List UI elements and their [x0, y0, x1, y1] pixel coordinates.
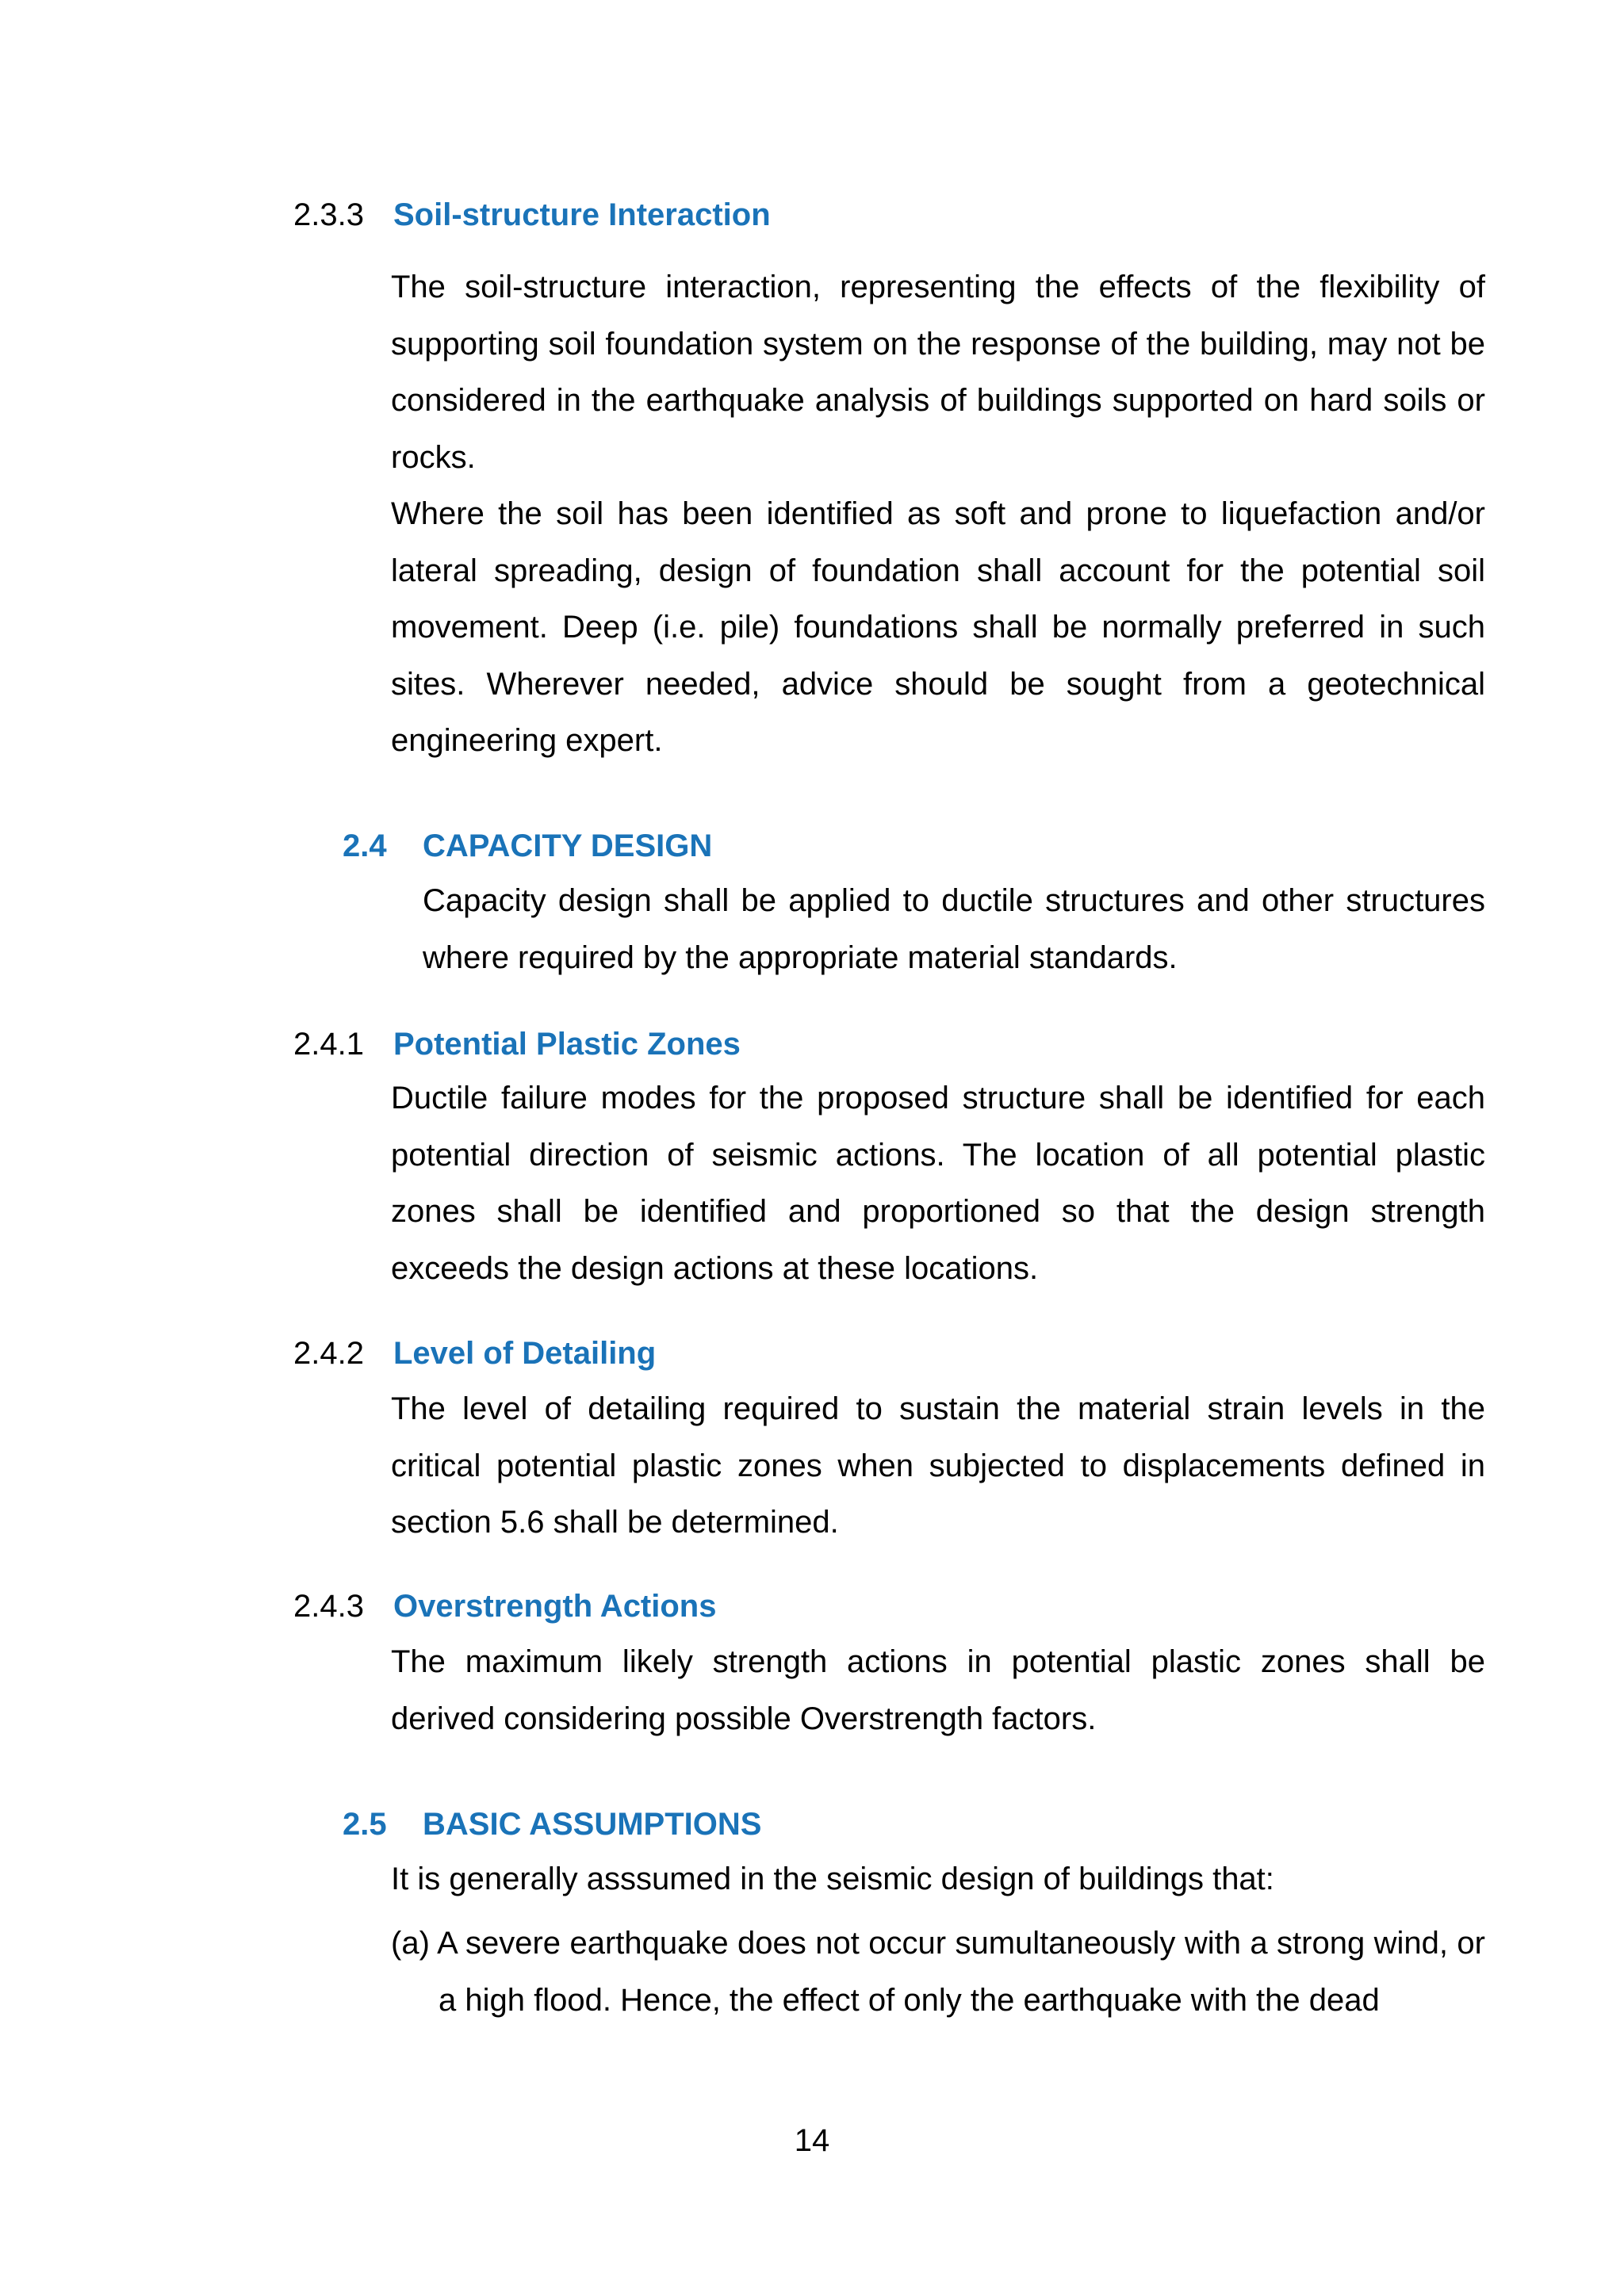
paragraph: Ductile failure modes for the proposed structure shall be identified for each potential direction of seismic actions. The location of all potential plastic zones shall be identified and proportioned so that the design strength exceeds the design actions at these locations.: [391, 1081, 1485, 1286]
paragraph: Capacity design shall be applied to ductile structures and other structures where required by the appropriate material standards.: [423, 883, 1485, 975]
section-title: Overstrength Actions: [393, 1589, 717, 1624]
section-number: 2.4: [343, 828, 387, 863]
section-title: Level of Detailing: [393, 1336, 657, 1371]
section-title: Potential Plastic Zones: [393, 1027, 741, 1062]
section-title: Soil-structure Interaction: [393, 197, 771, 232]
section-title: BASIC ASSUMPTIONS: [423, 1807, 762, 1842]
paragraph: The maximum likely strength actions in potential plastic zones shall be derived considering possible Overstrength factors.: [391, 1644, 1485, 1736]
section-heading-2-4: [343, 827, 712, 865]
section-heading-2-5: [343, 1805, 761, 1843]
section-number: 2.4.1: [293, 1027, 364, 1062]
section-title: CAPACITY DESIGN: [423, 828, 713, 863]
paragraph: Where the soil has been identified as soft and prone to liquefaction and/or lateral spreading, design of foundation shall account for the potential soil movement. Deep (i.e. pile) foundations shall be normally preferred in such sites. Wherever needed, advice should be sought from a geotechnical engineering expert.: [391, 496, 1485, 758]
page-number: 14: [794, 2123, 830, 2158]
section-number: 2.4.2: [293, 1336, 364, 1371]
paragraph: The level of detailing required to sustain the material strain levels in the critical potential plastic zones when subjected to displacements defined in section 5.6 shall be determined.: [391, 1391, 1485, 1540]
section-heading-2-4-1: [293, 1025, 741, 1063]
section-heading-2-4-3: [293, 1587, 716, 1625]
list-item-a: (a) A severe earthquake does not occur sumultaneously with a strong wind, or a high flood. Hence, the effect of only the earthquake with the dead: [391, 1926, 1485, 2018]
section-number: 2.3.3: [293, 197, 364, 232]
section-heading-2-4-2: [293, 1334, 656, 1372]
paragraph: It is generally asssumed in the seismic design of buildings that:: [391, 1862, 1274, 1896]
section-number: 2.4.3: [293, 1589, 364, 1624]
paragraph: The soil-structure interaction, representing the effects of the flexibility of supporting soil foundation system on the response of the building, may not be considered in the earthquake analysis of buildings supported on hard soils or rocks.: [391, 270, 1485, 475]
section-heading-2-3-3: [293, 196, 771, 234]
section-number: 2.5: [343, 1807, 387, 1842]
